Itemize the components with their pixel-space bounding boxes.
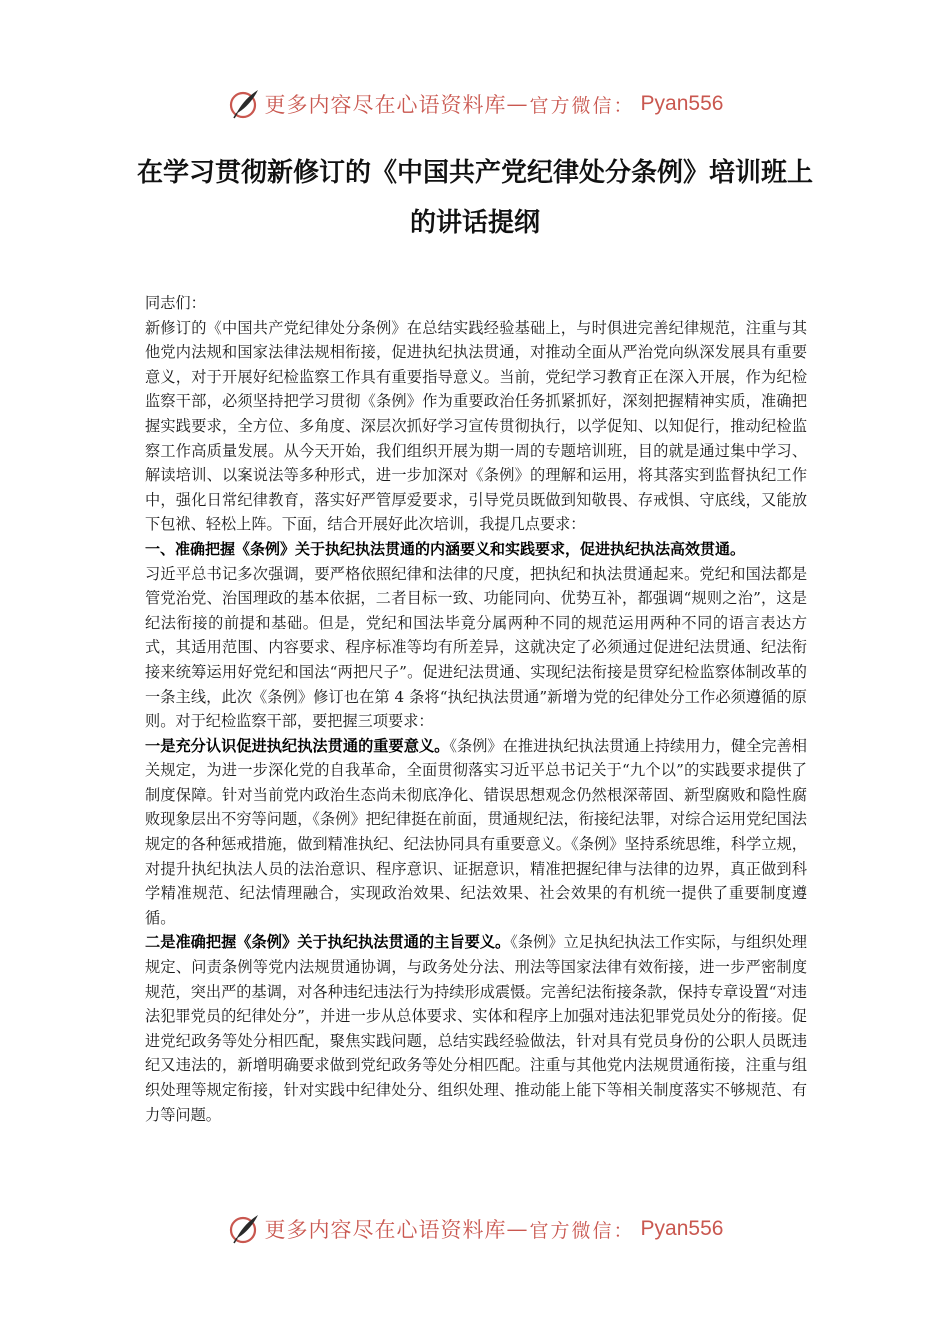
section-1-paragraph: 习近平总书记多次强调，要严格依照纪律和法律的尺度，把执纪和执法贯通起来。党纪和国法都是管党治党、治国理政的基本依据，二者目标一致、功能同向、优势互补，都强调“规则之治”，这是纪法衔接的前提和基础。但是，党纪和国法毕竟分属两种不同的规范运用两种不同的语言表达方式，其适用范围、内容要求、程序标准等均有所差异，这就决定了必须通过促进纪法贯通、纪法衔接来统筹运用好党纪和国法“两把尺子”。促进纪法贯通、实现纪法衔接是贯穿纪检监察体制改革的一条主线，此次《条例》修订也在第 4 条将“执纪执法贯通”新增为党的纪律处分工作必须遵循的原则。对于纪检监察干部，要把握三项要求： bbox=[145, 564, 807, 731]
watermark-site-text: 更多内容尽在心语资料库 bbox=[264, 93, 507, 117]
intro-paragraph: 新修订的《中国共产党纪律处分条例》在总结实践经验基础上，与时俱进完善纪律规范，注重与其他党内法规和国家法律法规相衔接，促进执纪执法贯通，对推动全面从严治党向纵深发展具有重要意义，对于开展好纪检监察工作具有重要指导意义。当前，党纪学习教育正在深入开展，作为纪检监察干部，必须坚持把学习贯彻《条例》作为重要政治任务抓紧抓好，深刻把握精神实质，准确把握实践要求，全方位、多角度、深层次抓好学习宣传贯彻执行，以学促知、以知促行，推动纪检监察工作高质量发展。从今天开始，我们组织开展为期一周的专题培训班，目的就是通过集中学习、解读培训、以案说法等多种形式，进一步加深对《条例》的理解和运用，将其落实到监督执纪工作中，强化日常纪律教育，落实好严管厚爱要求，引导党员既做到知敬畏、存戒惧、守底线，又能放下包袱、轻松上阵。下面，结合开展好此次培训，我提几点要求： bbox=[145, 318, 807, 534]
watermark-official-label: 官方微信： bbox=[529, 1219, 635, 1242]
watermark-official-label: 官方微信： bbox=[529, 94, 635, 117]
salutation: 同志们： bbox=[145, 294, 206, 312]
watermark-wechat-id: Pyan556 bbox=[640, 1217, 724, 1240]
point-1-body: 《条例》在推进执纪执法贯通上持续用力，健全完善相关规定，为进一步深化党的自我革命，全面贯彻落实习近平总书记关于“九个以”的实践要求提供了制度保障。针对当前党内政治生态尚未彻底净化、错误思想观念仍然根深蒂固、新型腐败和隐性腐败现象层出不穷等问题，《条例》把纪律挺在前面，贯通规纪法，衔接纪法罪，对综合运用党纪国法规定的各种惩戒措施，做到精准执纪、纪法协同具有重要意义。《条例》坚持系统思维，科学立规，对提升执纪执法人员的法治意识、程序意识、证据意识，精准把握纪律与法律的边界，真正做到科学精准规范、纪法情理融合，实现政治效果、纪法效果、社会效果的有机统一提供了重要制度遵循。 bbox=[145, 736, 807, 927]
watermark-separator: — bbox=[506, 1217, 528, 1241]
quill-logo-icon bbox=[227, 87, 261, 121]
quill-logo-icon bbox=[227, 1212, 261, 1246]
point-1-lead: 一是充分认识促进执纪执法贯通的重要意义。 bbox=[145, 736, 450, 755]
watermark-footer bbox=[0, 1209, 950, 1249]
watermark-header bbox=[0, 84, 950, 124]
section-1-heading: 一、准确把握《条例》关于执纪执法贯通的内涵要义和实践要求，促进执纪执法高效贯通。 bbox=[145, 539, 746, 558]
point-2-body: 《条例》立足执纪执法工作实际，与组织处理规定、问责条例等党内法规贯通协调，与政务处分法、刑法等国家法律有效衔接，进一步严密制度规范，突出严的基调，对各种违纪违法行为持续形成震慑。完善纪法衔接条款，保持专章设置“对违法犯罪党员的纪律处分”，并进一步从总体要求、实体和程序上加强对违法犯罪党员处分的衔接。促进党纪政务等处分相匹配，聚焦实践问题，总结实践经验做法，针对具有党员身份的公职人员既违纪又违法的，新增明确要求做到党纪政务等处分相匹配。注重与其他党内法规贯通衔接，注重与组织处理等规定衔接，针对实践中纪律处分、组织处理、推动能上能下等相关制度落实不够规范、有力等问题。 bbox=[145, 933, 807, 1124]
watermark-separator: — bbox=[506, 92, 528, 116]
watermark-site-text: 更多内容尽在心语资料库 bbox=[264, 1218, 507, 1242]
document-title: 在学习贯彻新修订的《中国共产党纪律处分条例》培训班上的讲话提纲 bbox=[136, 158, 813, 238]
watermark-wechat-id: Pyan556 bbox=[640, 92, 724, 115]
point-2-paragraph bbox=[145, 930, 807, 1127]
point-2-lead: 二是准确把握《条例》关于执纪执法贯通的主旨要义。 bbox=[145, 933, 511, 952]
document-body bbox=[145, 291, 807, 1127]
point-1-paragraph bbox=[145, 734, 807, 931]
